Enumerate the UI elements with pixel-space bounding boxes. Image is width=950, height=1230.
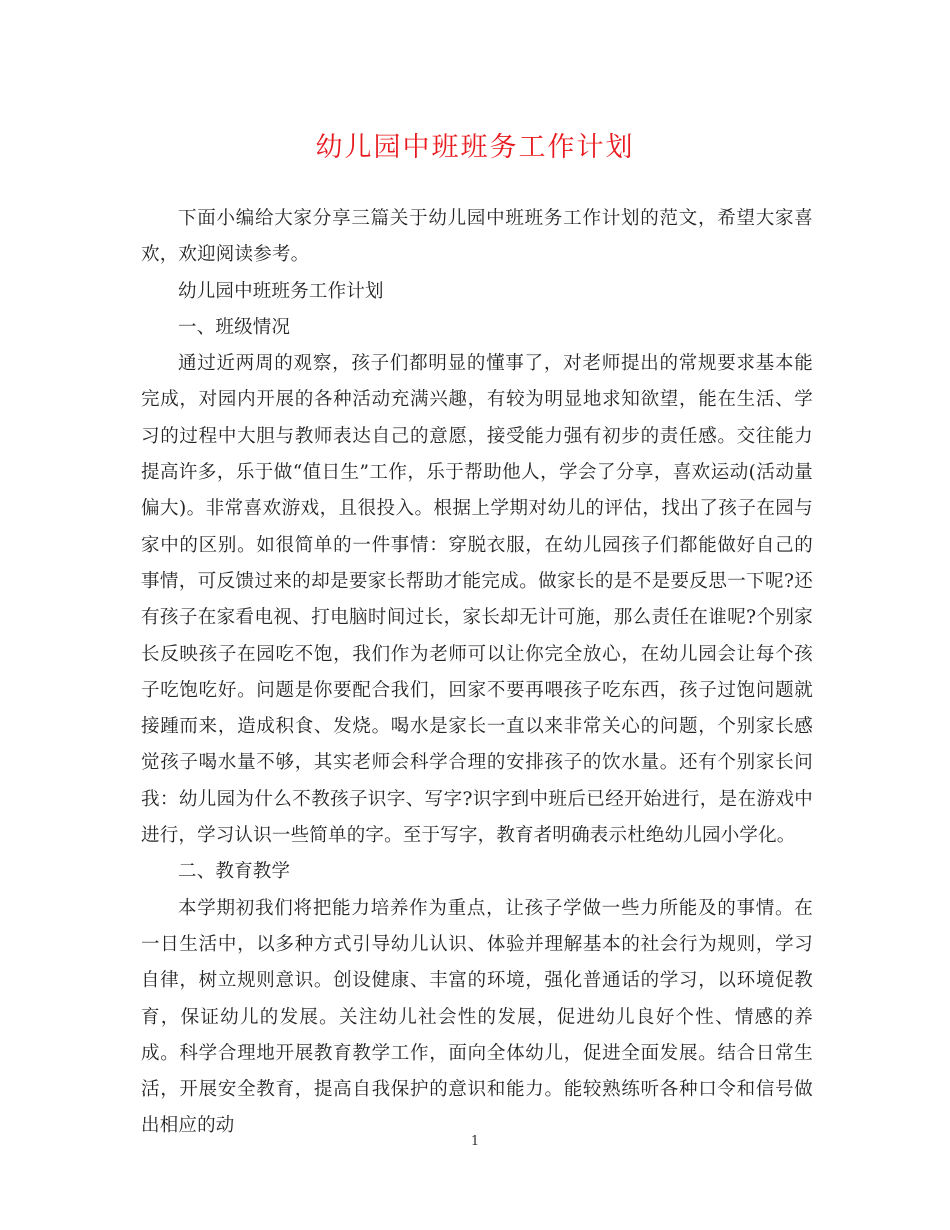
education-paragraph: 本学期初我们将把能力培养作为重点，让孩子学做一些力所能及的事情。在一日生活中，以多种方式引导幼儿认识、体验并理解基本的社会行为规则，学习自律，树立规则意识。创设健康、丰富的环境，强化普通话的学习，以环境促教育，保证幼儿的发展。关注幼儿社会性的发展，促进幼儿良好个性、情感的养成。科学合理地开展教育教学工作，面向全体幼儿，促进全面发展。结合日常生活，开展安全教育，提高自我保护的意识和能力。能较熟练听各种口令和信号做出相应的动 [141,897,813,1137]
page-number: 1 [470,1134,480,1149]
document-body [141,201,813,1145]
class-situation-paragraph: 通过近两周的观察，孩子们都明显的懂事了，对老师提出的常规要求基本能完成，对园内开展的各种活动充满兴趣，有较为明显地求知欲望，能在生活、学习的过程中大胆与教师表达自己的意愿，接受能力强有初步的责任感。交往能力提高许多，乐于做“值日生”工作，乐于帮助他人，学会了分享，喜欢运动(活动量偏大)。非常喜欢游戏，且很投入。根据上学期对幼儿的评估，找出了孩子在园与家中的区别。如很简单的一件事情：穿脱衣服，在幼儿园孩子们都能做好自己的事情，可反馈过来的却是要家长帮助才能完成。做家长的是不是要反思一下呢?还有孩子在家看电视、打电脑时间过长，家长却无计可施，那么责任在谁呢?个别家长反映孩子在园吃不饱，我们作为老师可以让你完全放心，在幼儿园会让每个孩子吃饱吃好。问题是你要配合我们，回家不要再喂孩子吃东西，孩子过饱问题就接踵而来，造成积食、发烧。喝水是家长一直以来非常关心的问题，个别家长感觉孩子喝水量不够，其实老师会科学合理的安排孩子的饮水量。还有个别家长问我：幼儿园为什么不教孩子识字、写字?识字到中班后已经开始进行，是在游戏中进行，学习认识一些简单的字。至于写字，教育者明确表示杜绝幼儿园小学化。 [141,353,813,847]
intro-paragraph: 下面小编给大家分享三篇关于幼儿园中班班务工作计划的范文，希望大家喜欢，欢迎阅读参考。 [141,208,813,266]
section-title: 幼儿园中班班务工作计划 [178,280,384,302]
section-heading-education: 二、教育教学 [178,861,291,883]
section-heading-class-situation: 一、班级情况 [178,316,291,338]
document-title: 幼儿园中班班务工作计划 [315,132,635,163]
